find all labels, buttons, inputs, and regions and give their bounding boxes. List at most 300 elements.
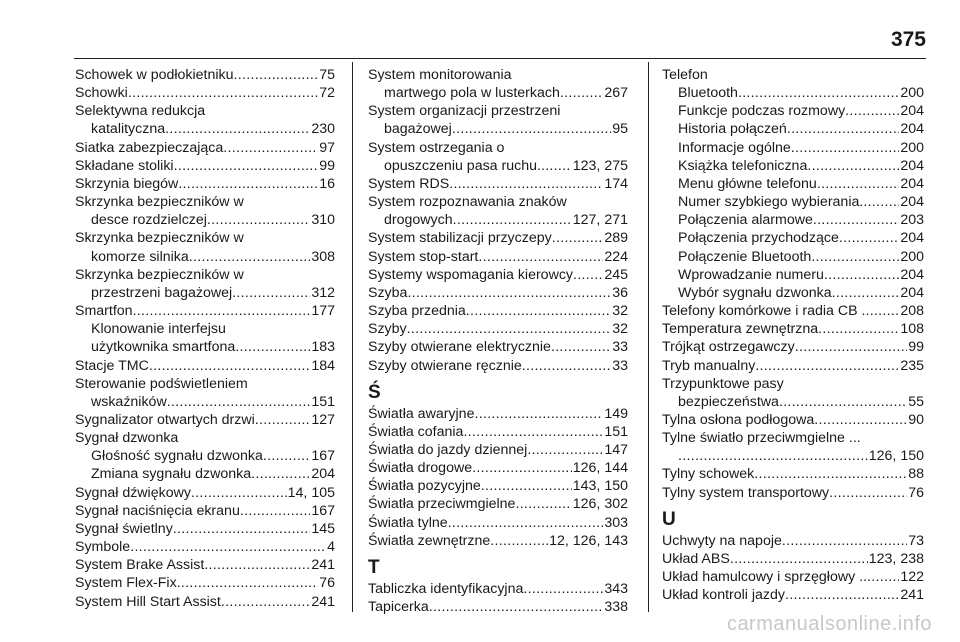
- page-reference: 33: [612, 357, 628, 374]
- index-term: Funkcje podczas rozmowy: [678, 103, 846, 120]
- index-heading: [368, 66, 628, 84]
- index-entry: [75, 139, 335, 157]
- dot-leader: [173, 520, 311, 538]
- index-term: opuszczeniu pasa ruchu.: [384, 157, 541, 174]
- index-entry: [662, 338, 924, 356]
- page-reference: 151: [604, 423, 628, 440]
- index-term: Skrzynka bezpieczników w: [75, 194, 244, 211]
- index-entry: [368, 405, 628, 423]
- dot-leader: [128, 84, 318, 102]
- index-term: System RDS: [368, 175, 450, 192]
- dot-leader: [813, 211, 899, 229]
- index-heading: [662, 429, 924, 447]
- dot-leader: [791, 139, 900, 157]
- dot-leader: [472, 459, 572, 477]
- index-entry: [368, 84, 628, 102]
- index-heading: [75, 375, 335, 393]
- index-term: Układ hamulcowy i sprzęgłowy ..: [662, 569, 868, 586]
- page-reference: 338: [604, 599, 628, 616]
- index-column-2: [368, 66, 628, 616]
- index-term: Selektywna redukcja: [75, 103, 206, 120]
- column-divider: [352, 62, 353, 612]
- dot-leader: [463, 423, 603, 441]
- page-reference: 16: [319, 175, 335, 192]
- index-term: Układ kontroli jazdy: [662, 587, 786, 604]
- dot-leader: [263, 447, 310, 465]
- index-entry: [662, 320, 924, 338]
- index-entry: [662, 229, 924, 247]
- index-entry: [368, 302, 628, 320]
- page-reference: 76: [908, 484, 924, 501]
- dot-leader: [191, 484, 287, 502]
- index-entry: [75, 157, 335, 175]
- index-term: Klonowanie interfejsu: [91, 321, 226, 338]
- dot-leader: [515, 495, 571, 513]
- dot-leader: [678, 447, 868, 465]
- page-reference: 241: [900, 587, 924, 604]
- dot-leader: [573, 266, 603, 284]
- index-term: Telefony komórkowe i radia CB .: [662, 303, 866, 320]
- dot-leader: [845, 102, 899, 120]
- page-reference: 12, 126, 143: [549, 532, 628, 549]
- page-reference: 90: [908, 411, 924, 428]
- index-entry: [662, 393, 924, 411]
- page-reference: 95: [612, 121, 628, 138]
- page-reference: 267: [604, 85, 628, 102]
- index-term: Światła do jazdy dziennej: [368, 441, 528, 458]
- page-reference: 127, 271: [572, 212, 628, 229]
- dot-leader: [738, 84, 899, 102]
- dot-leader: [177, 574, 319, 592]
- index-entry: [662, 465, 924, 483]
- index-term: Światła cofania: [368, 423, 464, 440]
- index-entry: [368, 580, 628, 598]
- index-term: Skrzynka bezpieczników w: [75, 230, 244, 247]
- index-entry: [662, 550, 924, 568]
- dot-leader: [452, 120, 611, 138]
- index-term: Tapicerka: [368, 599, 429, 616]
- page-reference: 204: [311, 466, 335, 483]
- index-term: Informacje ogólne: [678, 139, 791, 156]
- index-term: Systemy wspomagania kierowcy: [368, 266, 574, 283]
- index-entry: [75, 66, 335, 84]
- page-reference: 289: [604, 230, 628, 247]
- page-reference: 167: [311, 502, 335, 519]
- dot-leader: [867, 568, 899, 586]
- index-term: Skrzynka bezpieczników w: [75, 266, 244, 283]
- index-entry: [75, 393, 335, 411]
- dot-leader: [560, 84, 603, 102]
- index-entry: [75, 465, 335, 483]
- index-entry: [75, 574, 335, 592]
- dot-leader: [235, 338, 310, 356]
- index-term: Wprowadzanie numeru: [678, 266, 824, 283]
- index-term: użytkownika smartfona: [91, 339, 236, 356]
- index-term: Książka telefoniczna: [678, 157, 808, 174]
- dot-leader: [481, 477, 572, 495]
- dot-leader: [785, 586, 899, 604]
- index-entry: [75, 338, 335, 356]
- index-term: System stop-start: [368, 248, 479, 265]
- dot-leader: [863, 193, 899, 211]
- index-heading: [75, 429, 335, 447]
- index-term: Smartfon: [75, 303, 133, 320]
- index-term: Menu główne telefonu: [678, 175, 817, 192]
- index-entry: [662, 193, 924, 211]
- dot-leader: [478, 248, 603, 266]
- dot-leader: [818, 320, 899, 338]
- index-term: wskaźników: [91, 393, 167, 410]
- dot-leader: [522, 357, 611, 375]
- page-reference: 143, 150: [572, 478, 628, 495]
- index-entry: [75, 302, 335, 320]
- index-term: Symbole: [75, 539, 131, 556]
- page-reference: 204: [900, 194, 924, 211]
- page-reference: 230: [311, 121, 335, 138]
- index-term: System stabilizacji przyczepy: [368, 230, 552, 247]
- index-term: Wybór sygnału dzwonka: [678, 284, 832, 301]
- dot-leader: [795, 338, 908, 356]
- index-term: System Brake Assist: [75, 557, 205, 574]
- index-entry: [368, 532, 628, 550]
- index-term: Sygnał świetlny: [75, 520, 173, 537]
- page-reference: 312: [311, 284, 335, 301]
- dot-leader: [449, 175, 603, 193]
- page-reference: 204: [900, 103, 924, 120]
- dot-leader: [149, 357, 310, 375]
- page-reference: 32: [612, 321, 628, 338]
- dot-leader: [167, 393, 311, 411]
- page-reference: 126, 302: [572, 496, 628, 513]
- dot-leader: [490, 532, 548, 550]
- dot-leader: [817, 175, 900, 193]
- index-entry: [662, 157, 924, 175]
- page-reference: 99: [908, 339, 924, 356]
- index-term: Szyba przednia: [368, 303, 466, 320]
- page-reference: 203: [900, 212, 924, 229]
- index-entry: [662, 302, 924, 320]
- dot-leader: [207, 211, 310, 229]
- dot-leader: [466, 302, 611, 320]
- dot-leader: [474, 405, 603, 423]
- index-term: Tylny system transportowy: [662, 484, 830, 501]
- index-entry: [75, 484, 335, 502]
- dot-leader: [811, 248, 899, 266]
- index-entry: [368, 120, 628, 138]
- dot-leader: [551, 338, 611, 356]
- index-term: Głośność sygnału dzwonka: [91, 448, 263, 465]
- page-reference: 32: [612, 303, 628, 320]
- dot-leader: [234, 66, 319, 84]
- index-term: Połączenia przychodzące: [678, 230, 839, 247]
- page-reference: 147: [604, 441, 628, 458]
- page-reference: 14, 105: [287, 484, 335, 501]
- dot-leader: [232, 284, 310, 302]
- index-term: przestrzeni bagażowej: [91, 284, 233, 301]
- dot-leader: [839, 229, 899, 247]
- index-term: bezpieczeństwa: [678, 393, 779, 410]
- index-term: Szyba: [368, 284, 408, 301]
- dot-leader: [221, 593, 310, 611]
- index-term: Schowki: [75, 85, 128, 102]
- page-reference: 183: [311, 339, 335, 356]
- dot-leader: [730, 550, 868, 568]
- index-entry: [368, 175, 628, 193]
- index-entry: [662, 139, 924, 157]
- index-term: Tryb manualny: [662, 357, 756, 374]
- dot-leader: [189, 248, 311, 266]
- index-term: Sygnał dźwiękowy: [75, 484, 191, 501]
- page-number: 375: [890, 28, 926, 51]
- index-entry: [75, 211, 335, 229]
- dot-leader: [429, 598, 604, 616]
- index-term: System rozpoznawania znaków: [368, 194, 567, 211]
- index-term: System Flex-Fix: [75, 575, 177, 592]
- dot-leader: [251, 465, 310, 483]
- index-term: katalityczna: [91, 121, 166, 138]
- index-entry: [662, 84, 924, 102]
- page-reference: 184: [311, 357, 335, 374]
- index-entry: [662, 102, 924, 120]
- index-entry: [662, 120, 924, 138]
- index-term: komorze silnika: [91, 248, 189, 265]
- index-term: Telefon: [662, 67, 708, 83]
- page-reference: 204: [900, 157, 924, 174]
- dot-leader: [814, 411, 907, 429]
- dot-leader: [240, 502, 310, 520]
- index-term: Sygnał dzwonka: [75, 430, 179, 447]
- page-reference: 99: [319, 157, 335, 174]
- page-reference: 204: [900, 230, 924, 247]
- section-letter: U: [662, 508, 676, 530]
- dot-leader: [754, 465, 907, 483]
- page-reference: 235: [900, 357, 924, 374]
- index-entry: [368, 477, 628, 495]
- index-term: drogowych: [384, 212, 453, 229]
- dot-leader: [832, 284, 900, 302]
- index-term: Światła zewnętrzne: [368, 532, 491, 549]
- index-entry: [368, 338, 628, 356]
- index-entry: [75, 556, 335, 574]
- page-reference: 200: [900, 85, 924, 102]
- index-heading: [662, 66, 924, 84]
- page-reference: 127: [311, 411, 335, 428]
- index-entry: [368, 229, 628, 247]
- index-term: Światła drogowe: [368, 460, 473, 477]
- index-entry: [662, 484, 924, 502]
- index-term: Tylna osłona podłogowa: [662, 411, 815, 428]
- page-reference: 310: [311, 212, 335, 229]
- index-entry: [368, 459, 628, 477]
- dot-leader: [527, 441, 603, 459]
- index-entry: [75, 538, 335, 556]
- index-term: Uchwyty na napoje: [662, 532, 782, 549]
- dot-leader: [130, 538, 326, 556]
- index-term: Sterowanie podświetleniem: [75, 375, 248, 392]
- page-reference: 224: [604, 248, 628, 265]
- page-reference: 204: [900, 266, 924, 283]
- dot-leader: [178, 175, 318, 193]
- index-column-1: [75, 66, 335, 611]
- page-reference: 123, 238: [868, 550, 924, 567]
- index-term: bagażowej: [384, 121, 452, 138]
- index-entry: [368, 357, 628, 375]
- index-term: Szyby otwierane ręcznie: [368, 357, 522, 374]
- dot-leader: [779, 393, 907, 411]
- index-entry: [75, 502, 335, 520]
- column-divider: [648, 62, 649, 612]
- page-reference: 303: [604, 514, 628, 531]
- index-term: Połączenie Bluetooth: [678, 248, 812, 265]
- index-entry: [368, 514, 628, 532]
- page-reference: 97: [319, 139, 335, 156]
- page-reference: 73: [908, 532, 924, 549]
- index-term: Światła awaryjne: [368, 405, 475, 422]
- index-heading: [75, 320, 335, 338]
- page-reference: 204: [900, 284, 924, 301]
- index-heading: [368, 139, 628, 157]
- index-term: desce rozdzielczej: [91, 212, 207, 229]
- dot-leader: [552, 229, 604, 247]
- index-entry: [662, 284, 924, 302]
- page-reference: 208: [900, 303, 924, 320]
- index-heading: [75, 266, 335, 284]
- section-letter: Ś: [368, 381, 381, 403]
- index-term: Sygnalizator otwartych drzwi: [75, 411, 255, 428]
- index-entry: [662, 211, 924, 229]
- index-entry: [75, 520, 335, 538]
- page-reference: 88: [908, 466, 924, 483]
- index-entry: [368, 495, 628, 513]
- index-entry: [75, 357, 335, 375]
- index-entry: [662, 357, 924, 375]
- dot-leader: [807, 157, 899, 175]
- page-reference: 241: [311, 593, 335, 610]
- index-entry: [662, 248, 924, 266]
- watermark: carmanualsonline.info: [726, 613, 932, 635]
- dot-leader: [255, 411, 311, 429]
- dot-leader: [782, 532, 907, 550]
- index-entry: [368, 284, 628, 302]
- dot-leader: [523, 580, 603, 598]
- page-reference: 33: [612, 339, 628, 356]
- index-term: Temperatura zewnętrzna: [662, 321, 819, 338]
- index-term: Siatka zabezpieczająca: [75, 139, 224, 156]
- index-term: Światła pozycyjne: [368, 478, 481, 495]
- index-term: Szyby otwierane elektrycznie: [368, 339, 551, 356]
- page-reference: 75: [319, 67, 335, 83]
- page-reference: 145: [311, 520, 335, 537]
- index-term: Bluetooth: [678, 85, 738, 102]
- page-reference: 72: [319, 85, 335, 102]
- index-entry: [368, 423, 628, 441]
- dot-leader: [165, 120, 310, 138]
- index-term: Skrzynia biegów: [75, 175, 179, 192]
- index-term: Schowek w podłokietniku: [75, 67, 234, 83]
- index-term: Trzypunktowe pasy: [662, 375, 784, 392]
- index-term: Tylne światło przeciwmgielne ...: [662, 430, 861, 447]
- index-term: Składane stoliki: [75, 157, 174, 174]
- index-entry: [368, 320, 628, 338]
- index-term: Połączenia alarmowe: [678, 212, 813, 229]
- index-term: Numer szybkiego wybierania.: [678, 194, 864, 211]
- index-heading: [368, 102, 628, 120]
- page-reference: 174: [604, 175, 628, 192]
- index-term: System Hill Start Assist: [75, 593, 221, 610]
- index-term: Trójkąt ostrzegawczy: [662, 339, 795, 356]
- index-entry: [662, 411, 924, 429]
- index-entry: [662, 586, 924, 604]
- page-reference: 4: [327, 539, 335, 556]
- header-rule: [74, 58, 926, 59]
- page-reference: 245: [604, 266, 628, 283]
- index-heading: [662, 375, 924, 393]
- page-reference: 126, 144: [572, 460, 628, 477]
- page-reference: 108: [900, 321, 924, 338]
- dot-leader: [865, 302, 899, 320]
- index-entry: [662, 532, 924, 550]
- index-term: Tylny schowek: [662, 466, 755, 483]
- dot-leader: [174, 157, 319, 175]
- dot-leader: [829, 484, 907, 502]
- index-entry: [662, 568, 924, 586]
- page-reference: 241: [311, 557, 335, 574]
- index-column-3: [662, 66, 924, 604]
- index-term: Światła tylne: [368, 514, 448, 531]
- index-term: System organizacji przestrzeni: [368, 103, 561, 120]
- dot-leader: [448, 514, 604, 532]
- dot-leader: [787, 120, 900, 138]
- index-entry: [368, 598, 628, 616]
- dot-leader: [133, 302, 311, 320]
- page-reference: 308: [311, 248, 335, 265]
- index-heading: [75, 229, 335, 247]
- index-heading: [75, 193, 335, 211]
- page-reference: 177: [311, 303, 335, 320]
- index-term: System ostrzegania o: [368, 139, 505, 156]
- index-heading: [75, 102, 335, 120]
- index-entry: [368, 157, 628, 175]
- index-term: Historia połączeń: [678, 121, 787, 138]
- index-entry: [75, 120, 335, 138]
- index-term: martwego pola w lusterkach: [384, 85, 560, 102]
- index-entry: [75, 248, 335, 266]
- index-entry: [75, 411, 335, 429]
- index-entry: [368, 266, 628, 284]
- index-term: Stacje TMC: [75, 357, 149, 374]
- page-reference: 204: [900, 175, 924, 192]
- dot-leader: [541, 157, 572, 175]
- page-reference: 126, 150: [868, 448, 924, 465]
- index-entry: [662, 266, 924, 284]
- index-term: Sygnał naciśnięcia ekranu: [75, 502, 240, 519]
- index-term: Światła przeciwmgielne: [368, 496, 516, 513]
- dot-leader: [407, 320, 612, 338]
- page-reference: 36: [612, 284, 628, 301]
- page-reference: 200: [900, 139, 924, 156]
- index-entry: [368, 441, 628, 459]
- index-term: Układ ABS: [662, 550, 730, 567]
- dot-leader: [204, 556, 310, 574]
- page-reference: 343: [604, 580, 628, 597]
- index-entry: [662, 447, 924, 465]
- index-term: Szyby: [368, 321, 407, 338]
- page-reference: 122: [900, 569, 924, 586]
- dot-leader: [755, 357, 899, 375]
- dot-leader: [453, 211, 572, 229]
- index-entry: [662, 175, 924, 193]
- page-reference: 123, 275: [572, 157, 628, 174]
